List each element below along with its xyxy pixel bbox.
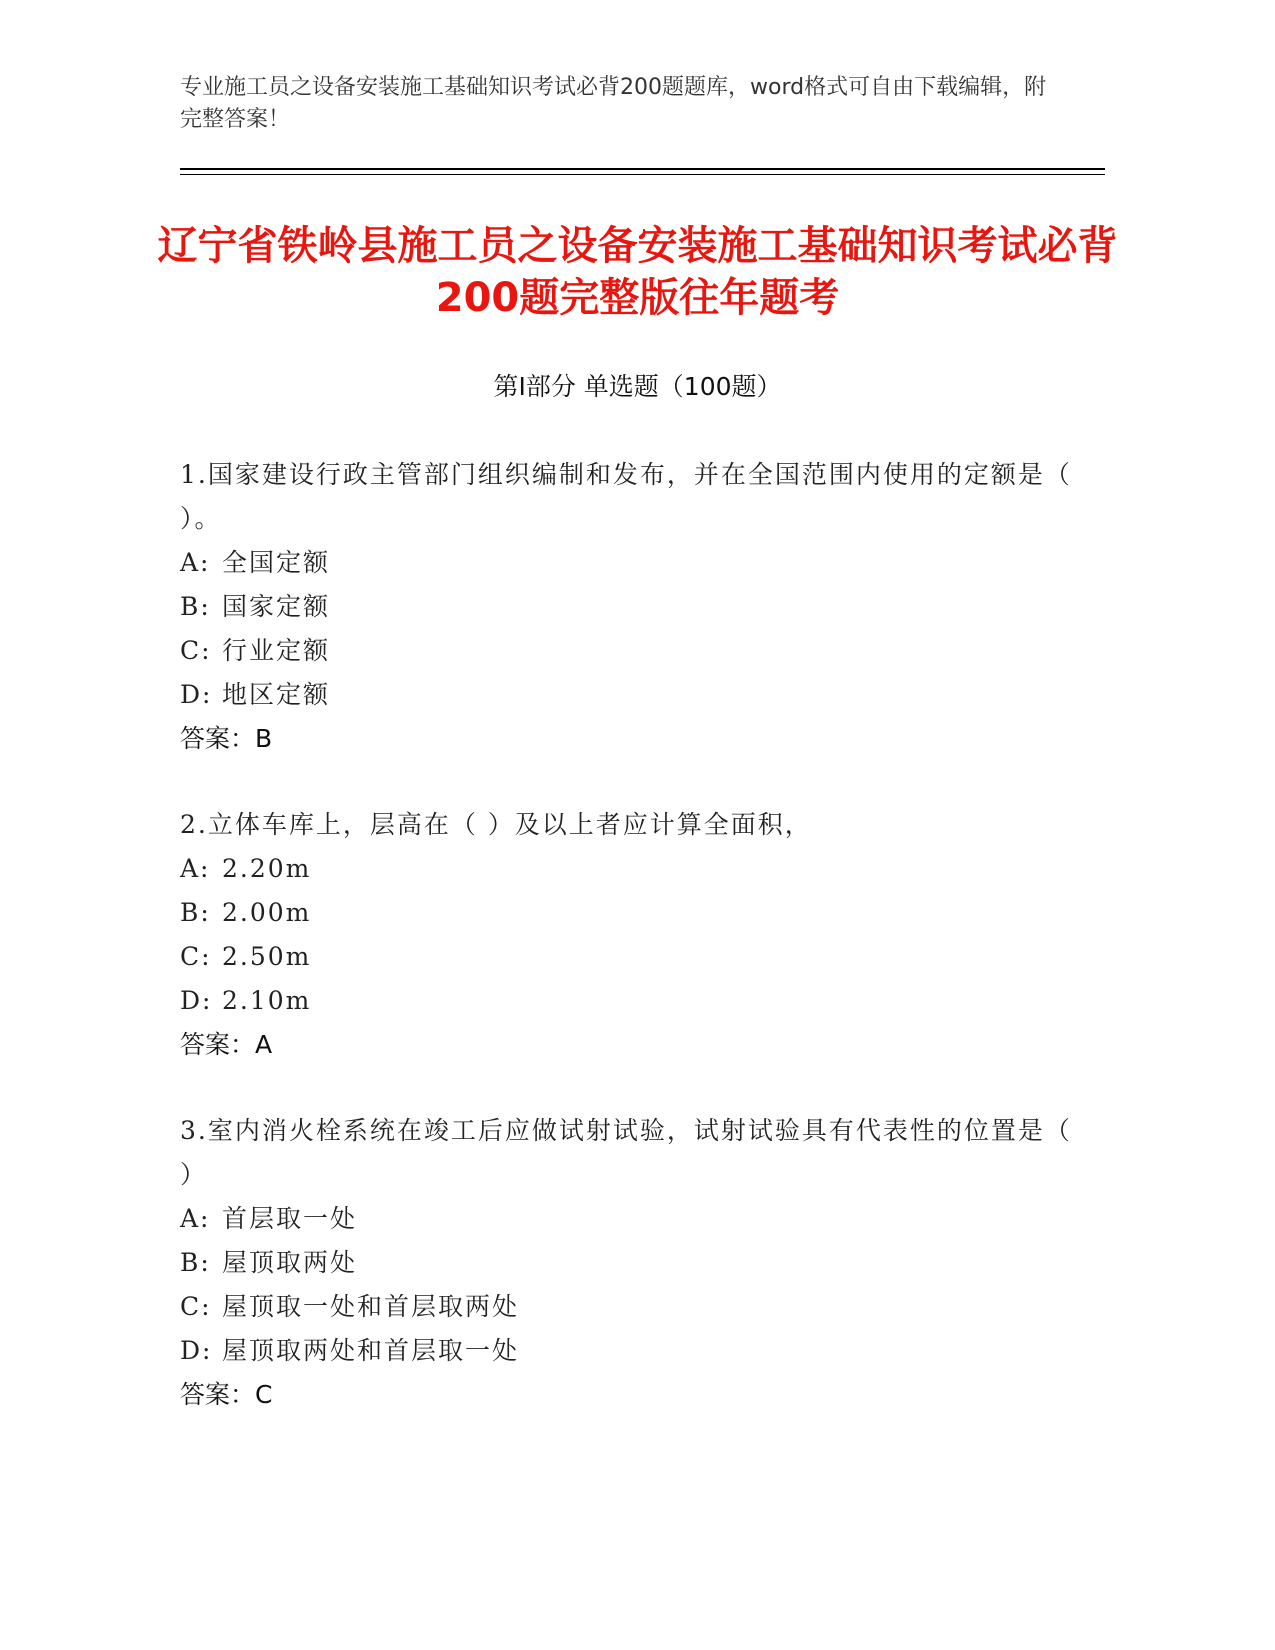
option-text: 2.20m xyxy=(222,854,312,883)
option-label: A: xyxy=(180,548,211,577)
header-divider-thin xyxy=(180,174,1105,175)
header-divider-thick xyxy=(180,168,1105,170)
option-text: 屋顶取两处和首层取一处 xyxy=(222,1336,520,1365)
option-text: 行业定额 xyxy=(222,636,331,665)
option-label: D: xyxy=(180,680,213,709)
answer-text: 答案：A xyxy=(180,1030,273,1059)
option-c xyxy=(180,629,1080,673)
option-text: 2.50m xyxy=(222,942,312,971)
option-a xyxy=(180,541,1080,585)
document-title: 辽宁省铁岭县施工员之设备安装施工基础知识考试必背200题完整版往年题考 xyxy=(157,223,1118,321)
option-label: C: xyxy=(180,636,212,665)
option-d xyxy=(180,1329,1080,1373)
option-a xyxy=(180,847,1080,891)
option-label: B: xyxy=(180,898,211,927)
option-label: B: xyxy=(180,592,211,621)
question-text: 1.国家建设行政主管部门组织编制和发布，并在全国范围内使用的定额是（ ）。 xyxy=(180,460,1072,533)
option-text: 全国定额 xyxy=(222,548,331,577)
option-text: 地区定额 xyxy=(222,680,331,709)
question-text: 3.室内消火栓系统在竣工后应做试射试验，试射试验具有代表性的位置是（ ） xyxy=(180,1116,1072,1189)
option-label: A: xyxy=(180,854,211,883)
option-a xyxy=(180,1197,1080,1241)
option-b xyxy=(180,1241,1080,1285)
option-text: 首层取一处 xyxy=(222,1204,358,1233)
answer-text: 答案：C xyxy=(180,1380,273,1409)
option-d xyxy=(180,979,1080,1023)
option-text: 屋顶取一处和首层取两处 xyxy=(222,1292,520,1321)
option-text: 2.10m xyxy=(222,986,312,1015)
question-text: 2.立体车库上，层高在（ ）及以上者应计算全面积， xyxy=(180,810,812,839)
option-b xyxy=(180,585,1080,629)
answer-text: 答案：B xyxy=(180,724,273,753)
question-2 xyxy=(180,803,1080,1067)
section-title: 第Ⅰ部分 单选题（100题） xyxy=(493,372,782,401)
option-c xyxy=(180,935,1080,979)
option-label: A: xyxy=(180,1204,211,1233)
question-3 xyxy=(180,1109,1080,1417)
header-note: 专业施工员之设备安装施工基础知识考试必背200题题库，word格式可自由下载编辑，附完整答案！ xyxy=(180,75,1047,132)
option-d xyxy=(180,673,1080,717)
option-label: B: xyxy=(180,1248,211,1277)
option-text: 屋顶取两处 xyxy=(222,1248,358,1277)
option-label: C: xyxy=(180,942,212,971)
option-label: D: xyxy=(180,1336,213,1365)
question-1 xyxy=(180,453,1080,761)
option-b xyxy=(180,891,1080,935)
option-label: C: xyxy=(180,1292,212,1321)
option-label: D: xyxy=(180,986,213,1015)
option-c xyxy=(180,1285,1080,1329)
option-text: 2.00m xyxy=(222,898,312,927)
option-text: 国家定额 xyxy=(222,592,331,621)
question-list xyxy=(180,453,1080,1459)
